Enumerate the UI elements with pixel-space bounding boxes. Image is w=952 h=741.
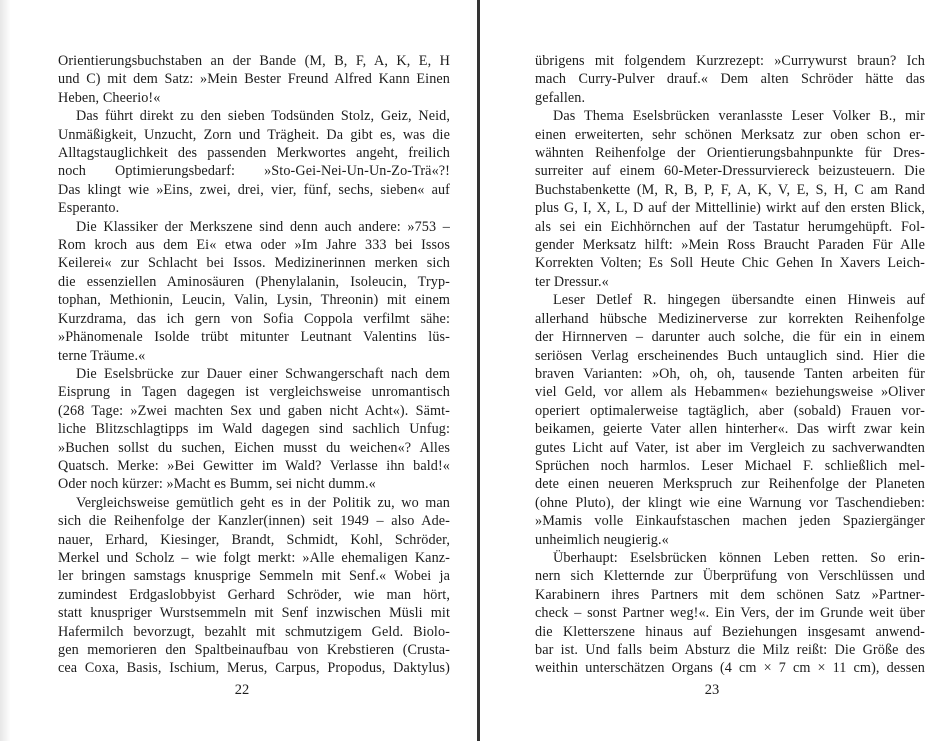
text-line: dete einen neueren Merkspruch zur Reihenfolge der Planeten [535, 476, 925, 493]
text-line: Orientierungsbuchstaben an der Bande (M, B, F, A, K, E, H [58, 53, 450, 69]
text-line: (ohne Pluto), der klingt wie eine Warnung vor Taschendieben: [535, 494, 925, 511]
text-line: Das klingt wie »Eins, zwei, drei, vier, fünf, sechs, sieben« auf [58, 181, 450, 198]
text-line: Leser Detlef R. hingegen übersandte einen Hinweis auf [553, 292, 925, 309]
text-line: Sprüchen noch harmlos. Leser Michael F. schließlich mel- [535, 457, 925, 474]
text-line: gefallen. [535, 89, 586, 106]
text-line: wähnten Reihenfolge der Orientierungsbahnpunkte für Dres- [535, 145, 925, 162]
text-line: Überhaupt: Eselsbrücken können Leben retten. So erin- [553, 549, 925, 566]
page-number-left: 22 [234, 682, 250, 698]
text-line: weithin unterschätzen Organs (4 cm × 7 cm × 11 cm), dessen [535, 660, 925, 677]
text-line: Oder noch kürzer: »Macht es Bumm, sei nicht dumm.« [58, 476, 376, 493]
text-line: Eisprung in Tagen dagegen ist vergleichsweise unromantisch [58, 384, 450, 401]
text-line: Die Eselsbrücke zur Dauer einer Schwangerschaft nach dem [76, 365, 450, 382]
text-line: Korrekten Volten; Es Soll Heute Chic Gehen In Xavers Leich- [535, 255, 925, 272]
text-line: seriösen Verlag erscheinendes Buch untauglich sind. Hier die [535, 347, 925, 364]
text-line: Rom kroch aus dem Ei« etwa oder »Im Jahre 333 bei Issos [58, 237, 450, 254]
text-line: nern sich Kletternde zur Überprüfung von Verschlüssen und [535, 568, 925, 585]
page-right [535, 52, 925, 678]
text-line: übrigens mit folgendem Kurzrezept: »Currywurst braun? Ich [535, 53, 925, 69]
text-line: Unmäßigkeit, Unzucht, Zorn und Trägheit. Da gibt es, was die [58, 126, 450, 143]
text-line: als sei ein Eichhörnchen auf der Tastatur herumgehüpft. Fol- [535, 218, 925, 235]
text-line: gen memorieren den Spaltbeinaufbau von Krebstieren (Crusta- [58, 642, 450, 658]
text-line: »Buchen sollst du suchen, Eichen musst du weichen«? Alles [58, 439, 450, 456]
text-line: zumindest Erdgaslobbyist Gerhard Schröder, wie man hört, [58, 586, 450, 603]
text-line: (268 Tage: »Zwei machten Sex und gaben nicht Acht«). Sämt- [58, 402, 450, 419]
text-line: terne Träume.« [58, 347, 146, 364]
text-line: beikamen, geierte Vater allen hinterher«. Das wirft zwar kein [535, 421, 925, 438]
text-line: Merkel und Scholz – wie folgt merkt: »Alle ehemaligen Kanz- [58, 549, 450, 566]
text-line: Das führt direkt zu den sieben Todsünden Stolz, Geiz, Neid, [76, 108, 450, 125]
text-line: Keilerei« zur Schlacht bei Issos. Medizinerinnen merken sich [58, 255, 450, 272]
text-line: der Hirnnerven – darunter auch solche, die für ein in einem [535, 329, 925, 346]
text-line: mach Curry-Pulver drauf.« Dem alten Schröder hätte das [535, 71, 925, 88]
text-line: braven Varianten: »Oh, oh, oh, tausende Tanten arbeiten für [535, 365, 925, 382]
text-line: Alltagstauglichkeit des passenden Merkwortes angeht, freilich [58, 145, 450, 162]
text-line: allerhand hübsche Medizinerverse zur korrekten Reihenfolge [535, 310, 925, 327]
text-line: Hafermilch bevorzugt, bezahlt mit schmutzigem Geld. Biolo- [58, 623, 450, 640]
text-line: tophan, Methionin, Leucin, Valin, Lysin, Threonin) mit einem [58, 292, 450, 309]
page-gutter-divider [477, 0, 480, 741]
page-number-right: 23 [704, 682, 720, 698]
text-line: bar ist. Und falls beim Absturz die Milz reißt: Die Größe des [535, 642, 925, 658]
text-line: Kurzdrama, das ich gern von Sofia Coppola verfilmt sähe: [58, 310, 450, 327]
text-line: unheimlich neugierig.« [535, 531, 669, 548]
text-line: Karabinern ihres Partners mit dem schönen Satz »Partner- [535, 586, 925, 603]
text-line: und C) mit dem Satz: »Mein Bester Freund Alfred Kann Einen [58, 71, 450, 88]
text-line: liche Blitzschlagtipps im Wald dagegen sind sachlich Unfug: [58, 421, 450, 438]
text-line: die Kletterszene hinaus auf Beziehungen insgesamt anwend- [535, 623, 925, 640]
text-line: Buchstabenkette (M, R, B, P, F, A, K, V, E, S, H, C am Rand [535, 181, 925, 198]
page-left [58, 52, 450, 678]
text-line: plus G, I, X, L, D auf der Mittellinie) wirkt auf den ersten Blick, [535, 200, 925, 217]
text-line: Quatsch. Merke: »Bei Gewitter im Wald? Verlasse ihn bald!« [58, 457, 450, 474]
text-line: ler bringen samstags knusprige Semmeln mit Senf.« Wobei ja [58, 568, 450, 585]
text-line: Heben, Cheerio!« [58, 89, 161, 106]
text-line: »Mamis volle Einkaufstaschen machen jeden Spaziergänger [535, 513, 925, 530]
text-line: einen erweiterten, sehr schönen Merksatz zur oben schon er- [535, 126, 925, 143]
text-line: operiert optimalerweise tagtäglich, aber (sobald) Frauen vor- [535, 402, 925, 419]
text-line: die essenziellen Aminosäuren (Phenylalanin, Isoleucin, Tryp- [58, 273, 450, 290]
text-line: noch Optimierungsbedarf: »Sto-Gei-Nei-Un-Un-Zo-Trä«?! [58, 163, 450, 180]
text-line: Das Thema Eselsbrücken veranlasste Leser Volker B., mir [553, 108, 925, 125]
text-line: gutes Licht auf Vater, ist aber im Vergleich zu sachverwandten [535, 439, 925, 456]
text-line: Esperanto. [58, 200, 120, 217]
text-line: cea Coxa, Basis, Ischium, Merus, Carpus, Propodus, Daktylus) [58, 660, 450, 677]
text-line: nauer, Erhard, Kiesinger, Brandt, Schmidt, Kohl, Schröder, [58, 531, 450, 548]
text-line: check – sonst Partner weg!«. Ein Vers, der im Grunde weit über [535, 605, 925, 622]
text-line: surreiter auf einem 60-Meter-Dressurviereck beizusteuern. Die [535, 163, 925, 180]
text-line: gender Merksatz hilft: »Mein Ross Braucht Paraden Für Alle [535, 237, 925, 254]
text-line: Vergleichsweise gemütlich geht es in der Politik zu, wo man [76, 494, 450, 511]
text-line: »Phänomenale Isolde trübt mitunter Leutnant Valentins lüs- [58, 329, 450, 346]
text-line: Die Klassiker der Merkszene sind denn auch andere: »753 – [76, 218, 450, 235]
left-page-edge-shadow [0, 0, 10, 741]
text-line: sich die Reihenfolge der Kanzler(innen) seit 1949 – also Ade- [58, 513, 450, 530]
text-line: statt knuspriger Wurstsemmeln mit Senf inzwischen Müsli mit [58, 605, 450, 622]
text-line: ter Dressur.« [535, 273, 609, 290]
text-line: viel Geld, vor allem als Hebammen« beziehungsweise »Oliver [535, 384, 925, 401]
